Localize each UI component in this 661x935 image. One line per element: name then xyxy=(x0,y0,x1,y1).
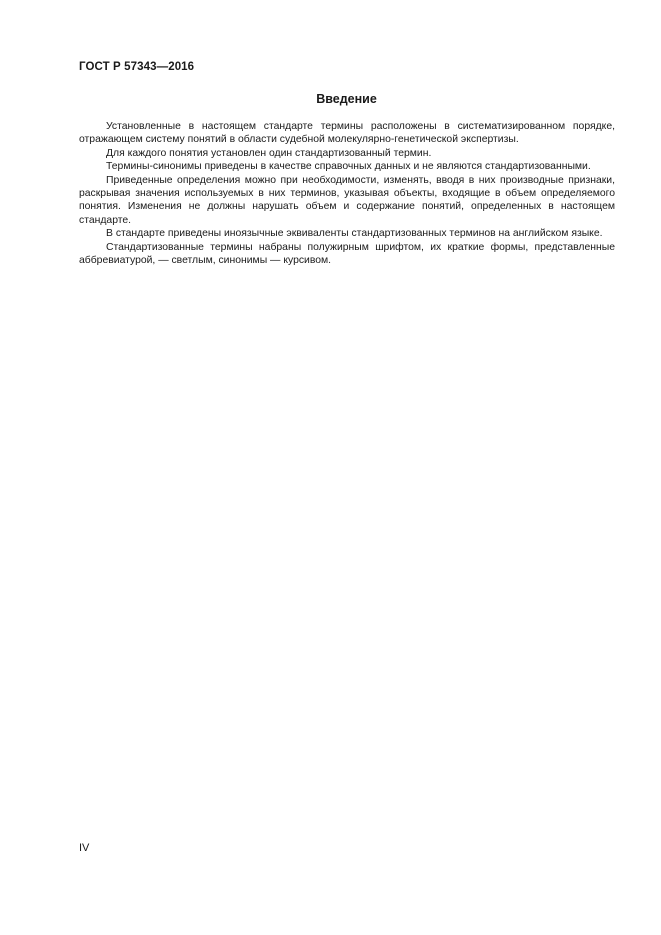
paragraph-term-order: Установленные в настоящем стандарте термины расположены в систематизированном порядке, отражающем систему понятий в области судебной молекулярно-генетической экспертизы. xyxy=(79,121,615,146)
paragraph-typography: Стандартизованные термины набраны полужирным шрифтом, их краткие формы, представленные аббревиатурой, — светлым, синонимы — курсивом. xyxy=(79,241,615,267)
page-number: IV xyxy=(79,842,90,854)
document-header: ГОСТ Р 57343—2016 xyxy=(79,61,195,73)
paragraph-definitions: Приведенные определения можно при необходимости, изменять, вводя в них производные признаки, раскрывая значения используемых в них терминов, указывая объекты, входящие в объем определяемого понятия. Изменения не должны нарушать объем и содержание понятий, определенных в настоящем стандарте. xyxy=(79,174,615,226)
paragraph-foreign-equivalents: В стандарте приведены иноязычные эквиваленты стандартизованных терминов на английском языке. xyxy=(106,228,603,240)
body-text xyxy=(79,120,615,267)
paragraph-synonyms: Термины-синонимы приведены в качестве справочных данных и не являются стандартизованными. xyxy=(106,161,591,173)
section-title: Введение xyxy=(316,92,377,106)
paragraph-single-term: Для каждого понятия установлен один стандартизованный термин. xyxy=(106,147,432,159)
